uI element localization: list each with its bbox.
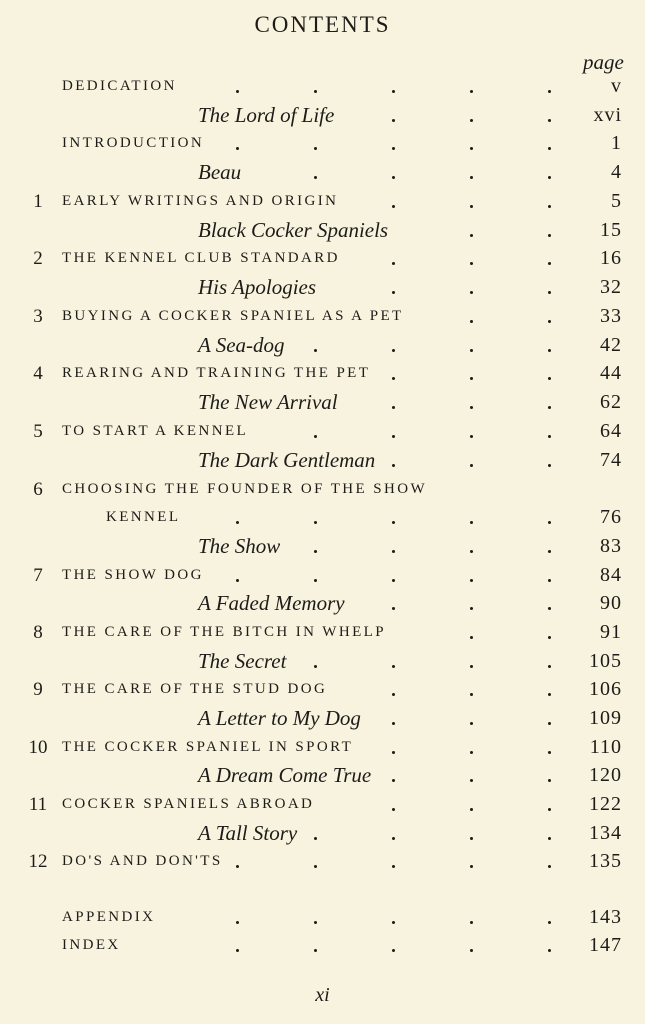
leader-dot xyxy=(548,665,551,668)
leader-dot xyxy=(548,579,551,582)
chapter-number: 9 xyxy=(33,679,43,700)
leader-dot xyxy=(314,176,317,179)
toc-entry xyxy=(0,792,645,820)
leader-dot xyxy=(392,147,395,150)
leader-dot xyxy=(236,579,239,582)
leader-dot xyxy=(314,949,317,952)
leader-dot xyxy=(470,435,473,438)
leader-dot xyxy=(392,176,395,179)
toc-subentry xyxy=(0,534,645,562)
page-number: 16 xyxy=(600,247,622,269)
leader-dot xyxy=(314,147,317,150)
leader-dots xyxy=(0,218,645,246)
leader-dots xyxy=(0,160,645,188)
leader-dot xyxy=(470,865,473,868)
page-number: 74 xyxy=(600,449,622,471)
page-title: CONTENTS xyxy=(254,12,391,37)
leader-dot xyxy=(470,464,473,467)
leader-dot xyxy=(470,291,473,294)
chapter-number: 2 xyxy=(33,248,43,269)
leader-dots xyxy=(0,763,645,791)
leader-dot xyxy=(392,837,395,840)
leader-dot xyxy=(470,377,473,380)
leader-dot xyxy=(236,865,239,868)
leader-dots xyxy=(0,448,645,476)
page-number: 76 xyxy=(600,506,622,528)
chapter-title: BUYING A COCKER SPANIEL AS A PET xyxy=(62,308,404,324)
toc-entry xyxy=(0,74,645,102)
subentry-title: A Letter to My Dog xyxy=(198,706,361,730)
subentry-title: The Show xyxy=(198,534,281,558)
leader-dot xyxy=(392,808,395,811)
toc-subentry xyxy=(0,706,645,734)
page-number: 106 xyxy=(589,678,622,700)
leader-dots xyxy=(0,390,645,418)
chapter-title: THE COCKER SPANIEL IN SPORT xyxy=(62,739,354,755)
page-number: xvi xyxy=(593,104,622,126)
chapter-title: INDEX xyxy=(62,937,121,953)
toc-subentry xyxy=(0,275,645,303)
leader-dot xyxy=(314,921,317,924)
chapter-title: THE CARE OF THE STUD DOG xyxy=(62,681,328,697)
leader-dot xyxy=(392,464,395,467)
leader-dot xyxy=(392,579,395,582)
page-number: 147 xyxy=(589,934,622,956)
leader-dot xyxy=(548,205,551,208)
leader-dot xyxy=(548,435,551,438)
toc-subentry xyxy=(0,390,645,418)
page-number: 1 xyxy=(611,132,622,154)
leader-dots xyxy=(0,735,645,763)
toc-entry xyxy=(0,905,645,933)
toc-subentry xyxy=(0,821,645,849)
chapter-number: 4 xyxy=(33,363,43,384)
toc-entry xyxy=(0,304,645,332)
leader-dot xyxy=(548,349,551,352)
leader-dot xyxy=(470,579,473,582)
leader-dots xyxy=(0,821,645,849)
page-number: 110 xyxy=(589,736,622,758)
leader-dot xyxy=(548,949,551,952)
leader-dot xyxy=(314,837,317,840)
leader-dot xyxy=(236,949,239,952)
leader-dot xyxy=(548,464,551,467)
leader-dot xyxy=(548,262,551,265)
leader-dots xyxy=(0,131,645,159)
toc-subentry xyxy=(0,160,645,188)
leader-dots xyxy=(0,849,645,877)
leader-dots xyxy=(0,620,645,648)
page-number: v xyxy=(611,75,622,97)
chapter-number: 12 xyxy=(28,851,48,872)
leader-dots xyxy=(0,591,645,619)
chapter-title: EARLY WRITINGS AND ORIGIN xyxy=(62,193,339,209)
leader-dot xyxy=(470,949,473,952)
leader-dot xyxy=(548,521,551,524)
toc-entry xyxy=(0,477,645,505)
page-number: 32 xyxy=(600,276,622,298)
subentry-title: A Faded Memory xyxy=(198,591,345,615)
leader-dot xyxy=(314,521,317,524)
subentry-title: Black Cocker Spaniels xyxy=(198,218,389,242)
subentry-title: His Apologies xyxy=(198,275,317,299)
page-number: 122 xyxy=(589,793,622,815)
leader-dot xyxy=(470,722,473,725)
leader-dot xyxy=(470,90,473,93)
chapter-number: 6 xyxy=(33,479,43,500)
leader-dot xyxy=(548,693,551,696)
leader-dots xyxy=(0,706,645,734)
leader-dots xyxy=(0,933,645,961)
toc-entry xyxy=(0,505,645,533)
leader-dot xyxy=(470,550,473,553)
leader-dot xyxy=(548,865,551,868)
page-number: 134 xyxy=(589,822,622,844)
leader-dots xyxy=(0,649,645,677)
leader-dot xyxy=(470,607,473,610)
leader-dot xyxy=(548,234,551,237)
leader-dot xyxy=(392,921,395,924)
leader-dot xyxy=(392,665,395,668)
leader-dots xyxy=(0,905,645,933)
page-number: 62 xyxy=(600,391,622,413)
leader-dot xyxy=(392,550,395,553)
leader-dot xyxy=(548,607,551,610)
page-number: 4 xyxy=(611,161,622,183)
leader-dot xyxy=(392,521,395,524)
chapter-number: 11 xyxy=(28,794,48,815)
leader-dots xyxy=(0,74,645,102)
chapter-title: THE SHOW DOG xyxy=(62,567,204,583)
leader-dot xyxy=(470,693,473,696)
leader-dots xyxy=(0,361,645,389)
chapter-title: KENNEL xyxy=(106,509,181,525)
leader-dot xyxy=(470,808,473,811)
chapter-title: DO'S AND DON'TS xyxy=(62,853,223,869)
leader-dot xyxy=(314,435,317,438)
leader-dot xyxy=(470,751,473,754)
page-number: 5 xyxy=(611,190,622,212)
leader-dot xyxy=(548,147,551,150)
subentry-title: The Lord of Life xyxy=(198,103,335,127)
leader-dot xyxy=(470,779,473,782)
leader-dots xyxy=(0,563,645,591)
toc-entry xyxy=(0,189,645,217)
leader-dot xyxy=(392,949,395,952)
leader-dot xyxy=(470,320,473,323)
chapter-title: INTRODUCTION xyxy=(62,135,205,151)
leader-dot xyxy=(236,147,239,150)
page-number: 83 xyxy=(600,535,622,557)
leader-dot xyxy=(392,119,395,122)
leader-dot xyxy=(392,435,395,438)
chapter-number: 3 xyxy=(33,306,43,327)
chapter-title: THE KENNEL CLUB STANDARD xyxy=(62,250,340,266)
toc-entry xyxy=(0,933,645,961)
leader-dot xyxy=(548,119,551,122)
leader-dot xyxy=(314,579,317,582)
leader-dots xyxy=(0,275,645,303)
toc-subentry xyxy=(0,218,645,246)
page-number: 42 xyxy=(600,334,622,356)
toc-entry xyxy=(0,361,645,389)
leader-dot xyxy=(548,176,551,179)
toc-subentry xyxy=(0,333,645,361)
leader-dot xyxy=(470,147,473,150)
subentry-title: The Dark Gentleman xyxy=(198,448,376,472)
toc-entry xyxy=(0,677,645,705)
leader-dot xyxy=(470,521,473,524)
leader-dots xyxy=(0,189,645,217)
subentry-title: Beau xyxy=(198,160,242,184)
toc-entry xyxy=(0,735,645,763)
leader-dots xyxy=(0,304,645,332)
page-number: 64 xyxy=(600,420,622,442)
leader-dots xyxy=(0,677,645,705)
subentry-title: A Dream Come True xyxy=(198,763,372,787)
page-number: 15 xyxy=(600,219,622,241)
leader-dot xyxy=(236,921,239,924)
page-folio: xi xyxy=(315,984,330,1006)
leader-dot xyxy=(392,262,395,265)
leader-dot xyxy=(470,349,473,352)
chapter-number: 10 xyxy=(28,737,48,758)
leader-dot xyxy=(548,90,551,93)
leader-dot xyxy=(548,320,551,323)
page-number: 33 xyxy=(600,305,622,327)
leader-dot xyxy=(392,291,395,294)
leader-dot xyxy=(548,751,551,754)
leader-dot xyxy=(392,722,395,725)
chapter-number: 7 xyxy=(33,565,43,586)
leader-dot xyxy=(470,921,473,924)
leader-dot xyxy=(392,205,395,208)
leader-dots xyxy=(0,103,645,131)
leader-dot xyxy=(548,406,551,409)
leader-dot xyxy=(548,291,551,294)
page-number: 90 xyxy=(600,592,622,614)
leader-dot xyxy=(314,550,317,553)
leader-dots xyxy=(0,246,645,274)
chapter-number: 8 xyxy=(33,622,43,643)
leader-dot xyxy=(548,550,551,553)
leader-dot xyxy=(548,377,551,380)
leader-dot xyxy=(236,521,239,524)
leader-dot xyxy=(470,262,473,265)
subentry-title: The Secret xyxy=(198,649,287,673)
page-number: 109 xyxy=(589,707,622,729)
page-number: 143 xyxy=(589,906,622,928)
leader-dot xyxy=(470,406,473,409)
chapter-title: REARING AND TRAINING THE PET xyxy=(62,365,371,381)
page-number: 84 xyxy=(600,564,622,586)
leader-dot xyxy=(314,90,317,93)
leader-dot xyxy=(470,837,473,840)
toc-subentry xyxy=(0,591,645,619)
page-number: 135 xyxy=(589,850,622,872)
page-number: 44 xyxy=(600,362,622,384)
chapter-title: COCKER SPANIELS ABROAD xyxy=(62,796,315,812)
leader-dot xyxy=(392,349,395,352)
toc-entry xyxy=(0,849,645,877)
leader-dot xyxy=(548,837,551,840)
leader-dots xyxy=(0,333,645,361)
leader-dots xyxy=(0,534,645,562)
toc-entry xyxy=(0,131,645,159)
subentry-title: A Tall Story xyxy=(198,821,298,845)
leader-dot xyxy=(548,779,551,782)
toc-entry xyxy=(0,419,645,447)
chapter-title: TO START A KENNEL xyxy=(62,423,249,439)
leader-dot xyxy=(470,636,473,639)
page-column-label: page xyxy=(583,50,624,74)
toc-subentry xyxy=(0,448,645,476)
toc-subentry xyxy=(0,103,645,131)
leader-dot xyxy=(392,377,395,380)
toc-entry xyxy=(0,620,645,648)
toc-subentry xyxy=(0,763,645,791)
leader-dots xyxy=(0,792,645,820)
chapter-title: CHOOSING THE FOUNDER OF THE SHOW xyxy=(62,481,428,497)
leader-dot xyxy=(392,751,395,754)
leader-dots xyxy=(0,505,645,533)
leader-dot xyxy=(392,865,395,868)
chapter-title: THE CARE OF THE BITCH IN WHELP xyxy=(62,624,386,640)
chapter-number: 1 xyxy=(33,191,43,212)
toc-entry xyxy=(0,563,645,591)
page-number: 91 xyxy=(600,621,622,643)
leader-dot xyxy=(548,636,551,639)
leader-dots xyxy=(0,419,645,447)
toc-entry xyxy=(0,246,645,274)
leader-dot xyxy=(548,921,551,924)
leader-dot xyxy=(470,205,473,208)
chapter-title: DEDICATION xyxy=(62,78,177,94)
leader-dot xyxy=(392,693,395,696)
leader-dot xyxy=(548,722,551,725)
chapter-title: APPENDIX xyxy=(62,909,156,925)
chapter-number: 5 xyxy=(33,421,43,442)
toc-subentry xyxy=(0,649,645,677)
page-number: 120 xyxy=(589,764,622,786)
leader-dot xyxy=(392,779,395,782)
leader-dot xyxy=(314,665,317,668)
leader-dot xyxy=(314,349,317,352)
leader-dot xyxy=(236,90,239,93)
subentry-title: The New Arrival xyxy=(198,390,338,414)
leader-dot xyxy=(470,234,473,237)
leader-dot xyxy=(392,90,395,93)
page-number: 105 xyxy=(589,650,622,672)
leader-dot xyxy=(392,406,395,409)
leader-dot xyxy=(470,176,473,179)
leader-dot xyxy=(548,808,551,811)
leader-dot xyxy=(470,665,473,668)
subentry-title: A Sea-dog xyxy=(198,333,285,357)
leader-dot xyxy=(470,119,473,122)
leader-dot xyxy=(314,865,317,868)
leader-dot xyxy=(392,607,395,610)
